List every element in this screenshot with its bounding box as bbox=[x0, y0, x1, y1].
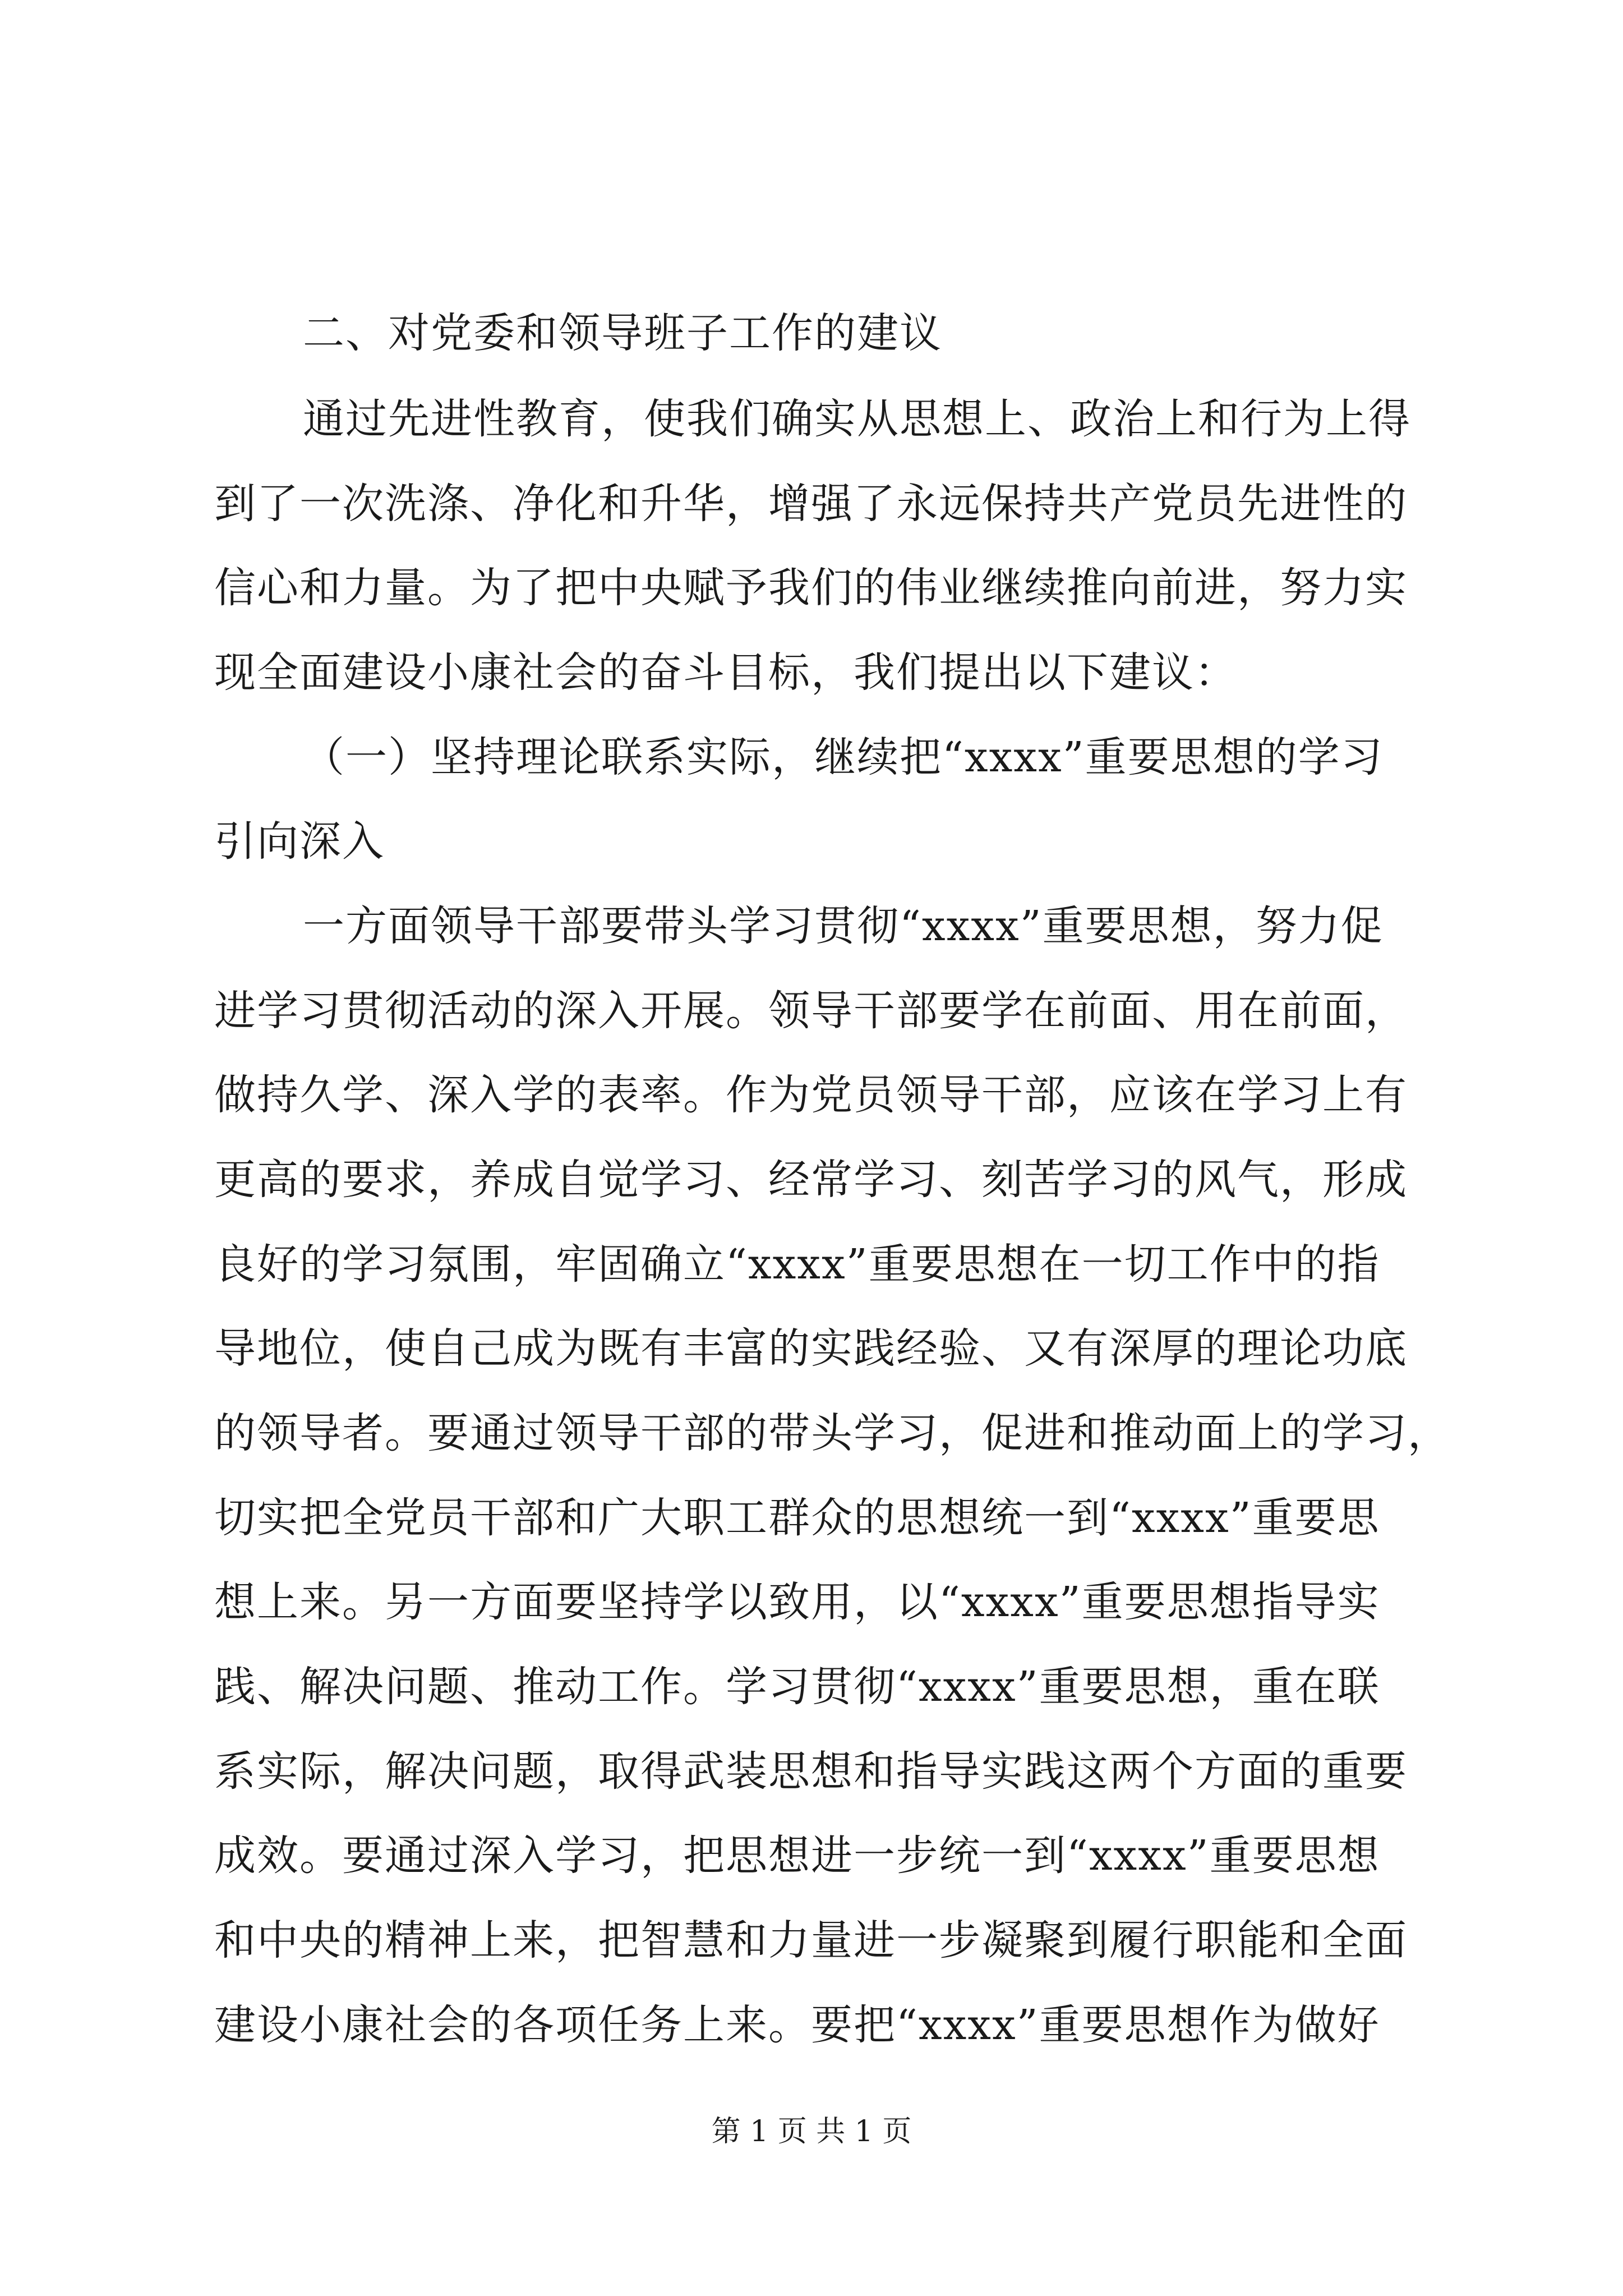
paragraph-line: 进学习贯彻活动的深入开展。领导干部要学在前面、用在前面， bbox=[214, 987, 1408, 1035]
paragraph-line: 的领导者。要通过领导干部的带头学习，促进和推动面上的学习， bbox=[214, 1409, 1450, 1457]
paragraph-line: 系实际，解决问题，取得武装思想和指导实践这两个方面的重要 bbox=[214, 1747, 1408, 1796]
paragraph-line: 践、解决问题、推动工作。学习贯彻“xxxx”重要思想，重在联 bbox=[214, 1663, 1380, 1711]
subsection-heading-continued: 引向深入 bbox=[214, 817, 385, 866]
paragraph-line: 到了一次洗涤、净化和升华，增强了永远保持共产党员先进性的 bbox=[214, 480, 1408, 528]
paragraph-line: 通过先进性教育，使我们确实从思想上、政治上和行为上得 bbox=[303, 395, 1411, 443]
subsection-heading: （一）坚持理论联系实际，继续把“xxxx”重要思想的学习 bbox=[303, 733, 1384, 781]
paragraph-line: 和中央的精神上来，把智慧和力量进一步凝聚到履行职能和全面 bbox=[214, 1916, 1408, 1964]
paragraph-line: 现全面建设小康社会的奋斗目标，我们提出以下建议： bbox=[214, 648, 1237, 697]
paragraph-line: 想上来。另一方面要坚持学以致用，以“xxxx”重要思想指导实 bbox=[214, 1578, 1380, 1626]
page-number-footer: 第 1 页 共 1 页 bbox=[711, 2115, 912, 2148]
paragraph-line: 更高的要求，养成自觉学习、经常学习、刻苦学习的风气，形成 bbox=[214, 1156, 1408, 1204]
paragraph-line: 切实把全党员干部和广大职工群众的思想统一到“xxxx”重要思 bbox=[214, 1494, 1380, 1542]
paragraph-line: 做持久学、深入学的表率。作为党员领导干部，应该在学习上有 bbox=[214, 1071, 1408, 1119]
section-heading: 二、对党委和领导班子工作的建议 bbox=[303, 309, 942, 357]
paragraph-line: 导地位，使自己成为既有丰富的实践经验、又有深厚的理论功底 bbox=[214, 1324, 1408, 1373]
paragraph-line: 建设小康社会的各项任务上来。要把“xxxx”重要思想作为做好 bbox=[214, 2001, 1380, 2049]
paragraph-line: 良好的学习氛围，牢固确立“xxxx”重要思想在一切工作中的指 bbox=[214, 1240, 1380, 1289]
paragraph-line: 信心和力量。为了把中央赋予我们的伟业继续推向前进，努力实 bbox=[214, 564, 1408, 612]
paragraph-line: 一方面领导干部要带头学习贯彻“xxxx”重要思想，努力促 bbox=[303, 902, 1384, 950]
paragraph-line: 成效。要通过深入学习，把思想进一步统一到“xxxx”重要思想 bbox=[214, 1832, 1380, 1880]
